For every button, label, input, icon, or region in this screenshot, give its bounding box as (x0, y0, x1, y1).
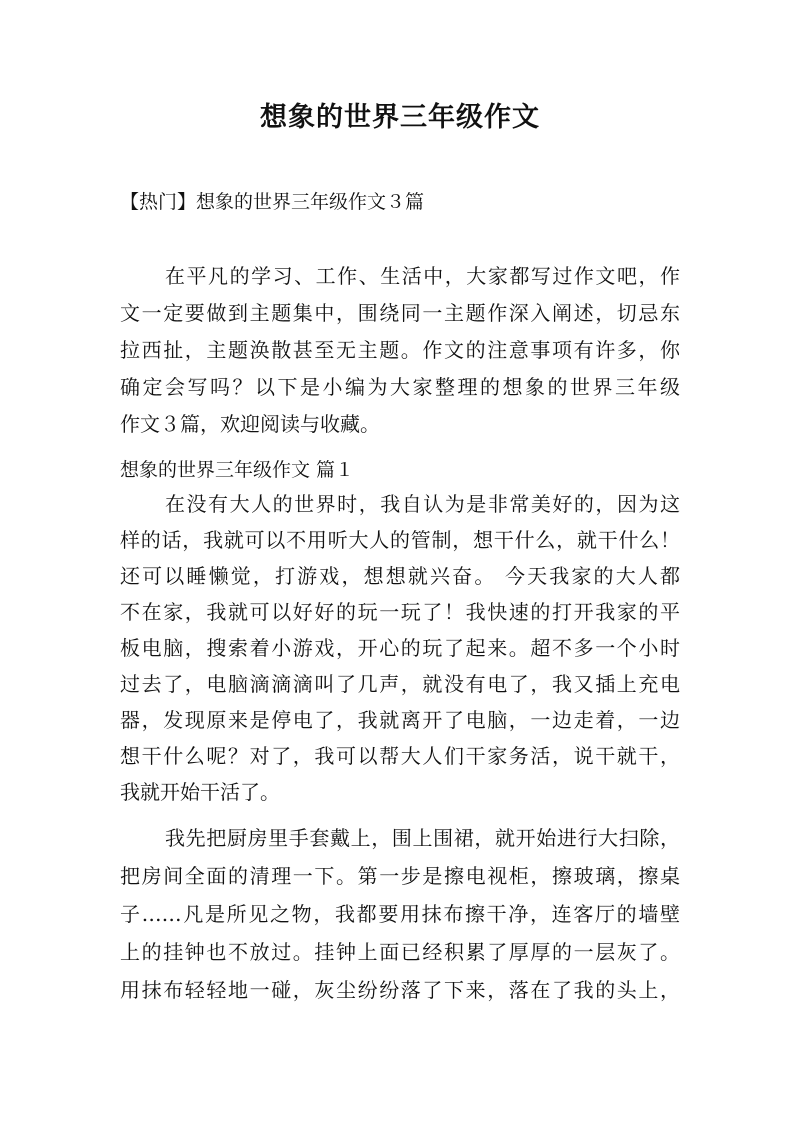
paragraph-line: 样的话，我就可以不用听大人的管制，想干什么，就干什么！ (120, 528, 680, 552)
paragraph-line: 把房间全面的清理一下。第一步是擦电视柜，擦玻璃，擦桌 (120, 864, 680, 888)
intro-line: 确定会写吗？以下是小编为大家整理的想象的世界三年级 (120, 375, 680, 399)
paragraph-line: 子……凡是所见之物，我都要用抹布擦干净，连客厅的墙壁 (120, 902, 680, 926)
intro-line: 在平凡的学习、工作、生活中，大家都写过作文吧，作 (165, 264, 680, 288)
paragraph-line: 板电脑，搜索着小游戏，开心的玩了起来。超不多一个小时 (120, 636, 680, 660)
intro-line: 文一定要做到主题集中，围绕同一主题作深入阐述，切忌东 (120, 301, 680, 325)
paragraph-line: 用抹布轻轻地一碰，灰尘纷纷落了下来，落在了我的头上， (120, 978, 680, 1002)
intro-line: 作文３篇，欢迎阅读与收藏。 (120, 412, 380, 436)
paragraph-line: 过去了，电脑滴滴滴叫了几声，就没有电了，我又插上充电 (120, 672, 680, 696)
paragraph-line: 想干什么呢？对了，我可以帮大人们干家务活，说干就干， (120, 744, 680, 768)
paragraph-line: 我就开始干活了。 (120, 780, 280, 804)
paragraph-line: 不在家，我就可以好好的玩一玩了！我快速的打开我家的平 (120, 600, 680, 624)
section-heading: 想象的世界三年级作文 篇１ (120, 459, 355, 481)
paragraph-line: 我先把厨房里手套戴上，围上围裙，就开始进行大扫除， (165, 826, 680, 850)
paragraph-line: 还可以睡懒觉，打游戏，想想就兴奋。 今天我家的大人都 (120, 564, 680, 588)
paragraph-line: 器，发现原来是停电了，我就离开了电脑，一边走着，一边 (120, 708, 680, 732)
document-title: 想象的世界三年级作文 (260, 102, 540, 133)
document-subtitle: 【热门】想象的世界三年级作文３篇 (120, 191, 425, 213)
paragraph-line: 上的挂钟也不放过。挂钟上面已经积累了厚厚的一层灰了。 (120, 940, 680, 964)
paragraph-line: 在没有大人的世界时，我自认为是非常美好的，因为这 (165, 492, 680, 516)
intro-line: 拉西扯，主题涣散甚至无主题。作文的注意事项有许多，你 (120, 338, 680, 362)
